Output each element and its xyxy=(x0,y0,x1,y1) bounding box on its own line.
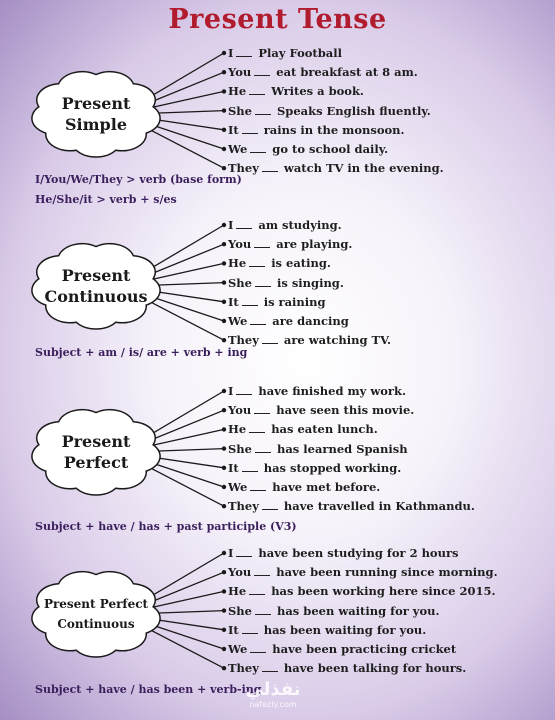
example-sentence xyxy=(228,142,388,156)
example-text: is eating. xyxy=(271,256,331,271)
bullet-dot xyxy=(222,389,226,393)
bullet-dot xyxy=(222,647,226,651)
blank-line xyxy=(250,643,266,653)
bullet-dot xyxy=(222,589,226,593)
bullet-dot xyxy=(222,51,226,55)
blank-line xyxy=(250,315,266,325)
blank-line xyxy=(254,404,270,414)
watermark-logo xyxy=(228,680,318,709)
tense-name xyxy=(38,431,154,473)
blank-line xyxy=(262,500,278,510)
example-sentence xyxy=(228,256,331,270)
watermark-site: nafezly.com xyxy=(249,700,297,709)
example-subject: It xyxy=(228,622,239,637)
bullet-dot xyxy=(222,608,226,612)
example-sentence xyxy=(228,65,418,79)
example-text: Speaks English fluently. xyxy=(276,103,431,118)
example-sentence xyxy=(228,442,408,456)
bullet-dot xyxy=(222,147,226,151)
formula-rule: Subject + am / is/ are + verb + ing xyxy=(35,346,248,359)
blank-line xyxy=(249,257,265,267)
blank-line xyxy=(236,385,252,395)
example-subject: I xyxy=(228,546,234,560)
connector-line xyxy=(142,126,224,169)
tense-name-line: Present xyxy=(61,431,131,451)
example-sentence xyxy=(228,623,426,637)
blank-line xyxy=(242,624,258,634)
example-sentence xyxy=(228,384,406,398)
example-subject: She xyxy=(228,275,252,290)
tense-name-line: Continuous xyxy=(44,286,148,306)
example-text: is raining xyxy=(263,294,326,309)
bullet-dot xyxy=(222,89,226,93)
example-sentence xyxy=(228,403,414,417)
example-text: has been waiting for you. xyxy=(263,622,427,637)
blank-line xyxy=(236,219,252,229)
example-sentence xyxy=(228,276,344,290)
bullet-dot xyxy=(222,446,226,450)
example-text: has stopped working. xyxy=(263,460,402,475)
tense-name xyxy=(38,265,154,307)
tense-name-line: Present xyxy=(61,93,131,113)
tense-name-line: Present xyxy=(61,265,131,285)
bullet-dot xyxy=(222,551,226,555)
tense-name-line: Present Perfect xyxy=(43,596,149,611)
example-sentence xyxy=(228,295,326,309)
tense-name xyxy=(38,93,154,135)
example-sentence xyxy=(228,422,378,436)
example-text: am studying. xyxy=(258,218,342,232)
bullet-dot xyxy=(222,485,226,489)
blank-line xyxy=(255,443,271,453)
example-text: Writes a book. xyxy=(271,84,364,99)
example-subject: You xyxy=(228,403,252,418)
bullet-dot xyxy=(222,666,226,670)
example-sentence xyxy=(228,333,391,347)
connector-line xyxy=(142,464,224,507)
blank-line xyxy=(236,547,252,557)
bullet-dot xyxy=(222,504,226,508)
example-sentence xyxy=(228,84,364,98)
example-sentence xyxy=(228,314,349,328)
example-sentence xyxy=(228,218,342,232)
example-text: have been talking for hours. xyxy=(283,661,467,676)
bullet-dot xyxy=(222,338,226,342)
blank-line xyxy=(249,85,265,95)
bullet-dot xyxy=(222,128,226,132)
example-sentence xyxy=(228,461,401,475)
bullet-dot xyxy=(222,108,226,112)
example-sentence xyxy=(228,46,342,60)
example-sentence xyxy=(228,123,405,137)
blank-line xyxy=(255,605,271,615)
blank-line xyxy=(242,462,258,472)
example-subject: It xyxy=(228,294,239,309)
bullet-dot xyxy=(222,242,226,246)
example-text: watch TV in the evening. xyxy=(283,161,444,176)
blank-line xyxy=(262,162,278,172)
blank-line xyxy=(255,277,271,287)
example-subject: They xyxy=(228,333,259,348)
bullet-dot xyxy=(222,300,226,304)
example-sentence xyxy=(228,661,466,675)
tense-name-line: Simple xyxy=(64,114,127,134)
example-text: have finished my work. xyxy=(258,384,406,398)
example-subject: We xyxy=(228,480,248,494)
example-subject: We xyxy=(228,142,248,156)
blank-line xyxy=(254,566,270,576)
tense-name xyxy=(38,594,154,634)
example-subject: He xyxy=(228,84,247,99)
blank-line xyxy=(249,585,265,595)
example-subject: I xyxy=(228,46,234,60)
example-subject: He xyxy=(228,584,247,599)
example-sentence xyxy=(228,604,440,618)
example-subject: She xyxy=(228,441,252,456)
example-text: have been practicing cricket xyxy=(272,642,457,656)
example-sentence xyxy=(228,104,431,118)
example-text: go to school daily. xyxy=(272,142,389,156)
example-text: have been studying for 2 hours xyxy=(258,546,459,560)
bullet-dot xyxy=(222,223,226,227)
example-subject: They xyxy=(228,161,259,176)
watermark-arabic: نفذلي xyxy=(245,679,301,700)
example-sentence xyxy=(228,237,352,251)
connector-line xyxy=(142,298,224,341)
page-title: Present Tense xyxy=(168,4,387,35)
formula-rule: Subject + have / has been + verb-ing xyxy=(35,683,262,696)
example-subject: We xyxy=(228,314,248,328)
example-subject: I xyxy=(228,218,234,232)
example-sentence xyxy=(228,499,475,513)
example-subject: We xyxy=(228,642,248,656)
blank-line xyxy=(262,334,278,344)
bullet-dot xyxy=(222,427,226,431)
blank-line xyxy=(236,47,252,57)
formula-rule: He/She/it > verb + s/es xyxy=(35,193,177,206)
formula-rule: I/You/We/They > verb (base form) xyxy=(35,173,242,186)
blank-line xyxy=(242,124,258,134)
bullet-dot xyxy=(222,166,226,170)
blank-line xyxy=(242,296,258,306)
example-subject: He xyxy=(228,256,247,271)
example-text: have met before. xyxy=(272,480,381,494)
example-text: have travelled in Kathmandu. xyxy=(283,499,475,514)
example-text: has eaten lunch. xyxy=(271,422,378,437)
blank-line xyxy=(262,662,278,672)
example-subject: You xyxy=(228,65,252,80)
blank-line xyxy=(254,66,270,76)
example-sentence xyxy=(228,161,444,175)
example-subject: It xyxy=(228,460,239,475)
example-subject: They xyxy=(228,661,259,676)
example-text: are dancing xyxy=(272,314,349,328)
bullet-dot xyxy=(222,570,226,574)
bullet-dot xyxy=(222,466,226,470)
bullet-dot xyxy=(222,408,226,412)
example-text: have been running since morning. xyxy=(276,565,498,580)
example-subject: You xyxy=(228,237,252,252)
blank-line xyxy=(254,238,270,248)
example-text: are playing. xyxy=(276,237,353,252)
bullet-dot xyxy=(222,628,226,632)
example-text: have seen this movie. xyxy=(276,403,415,418)
blank-line xyxy=(249,423,265,433)
formula-rule: Subject + have / has + past participle (V3) xyxy=(35,520,297,533)
example-sentence xyxy=(228,546,459,560)
example-text: rains in the monsoon. xyxy=(263,122,405,137)
example-text: has been waiting for you. xyxy=(276,603,440,618)
example-subject: She xyxy=(228,603,252,618)
example-subject: You xyxy=(228,565,252,580)
example-text: Play Football xyxy=(258,46,342,60)
example-sentence xyxy=(228,584,495,598)
tense-name-line: Continuous xyxy=(57,616,135,631)
blank-line xyxy=(250,481,266,491)
example-text: are watching TV. xyxy=(283,333,392,348)
example-subject: They xyxy=(228,499,259,514)
example-text: eat breakfast at 8 am. xyxy=(276,65,418,80)
example-subject: He xyxy=(228,422,247,437)
example-text: has been working here since 2015. xyxy=(271,584,496,599)
example-subject: She xyxy=(228,103,252,118)
bullet-dot xyxy=(222,280,226,284)
bullet-dot xyxy=(222,261,226,265)
blank-line xyxy=(255,105,271,115)
example-sentence xyxy=(228,480,380,494)
example-subject: It xyxy=(228,122,239,137)
bullet-dot xyxy=(222,319,226,323)
blank-line xyxy=(250,143,266,153)
example-text: is singing. xyxy=(276,275,344,290)
example-sentence xyxy=(228,642,456,656)
connector-line xyxy=(142,626,224,669)
example-sentence xyxy=(228,565,498,579)
tense-name-line: Perfect xyxy=(63,452,129,472)
example-subject: I xyxy=(228,384,234,398)
bullet-dot xyxy=(222,70,226,74)
example-text: has learned Spanish xyxy=(276,441,408,456)
